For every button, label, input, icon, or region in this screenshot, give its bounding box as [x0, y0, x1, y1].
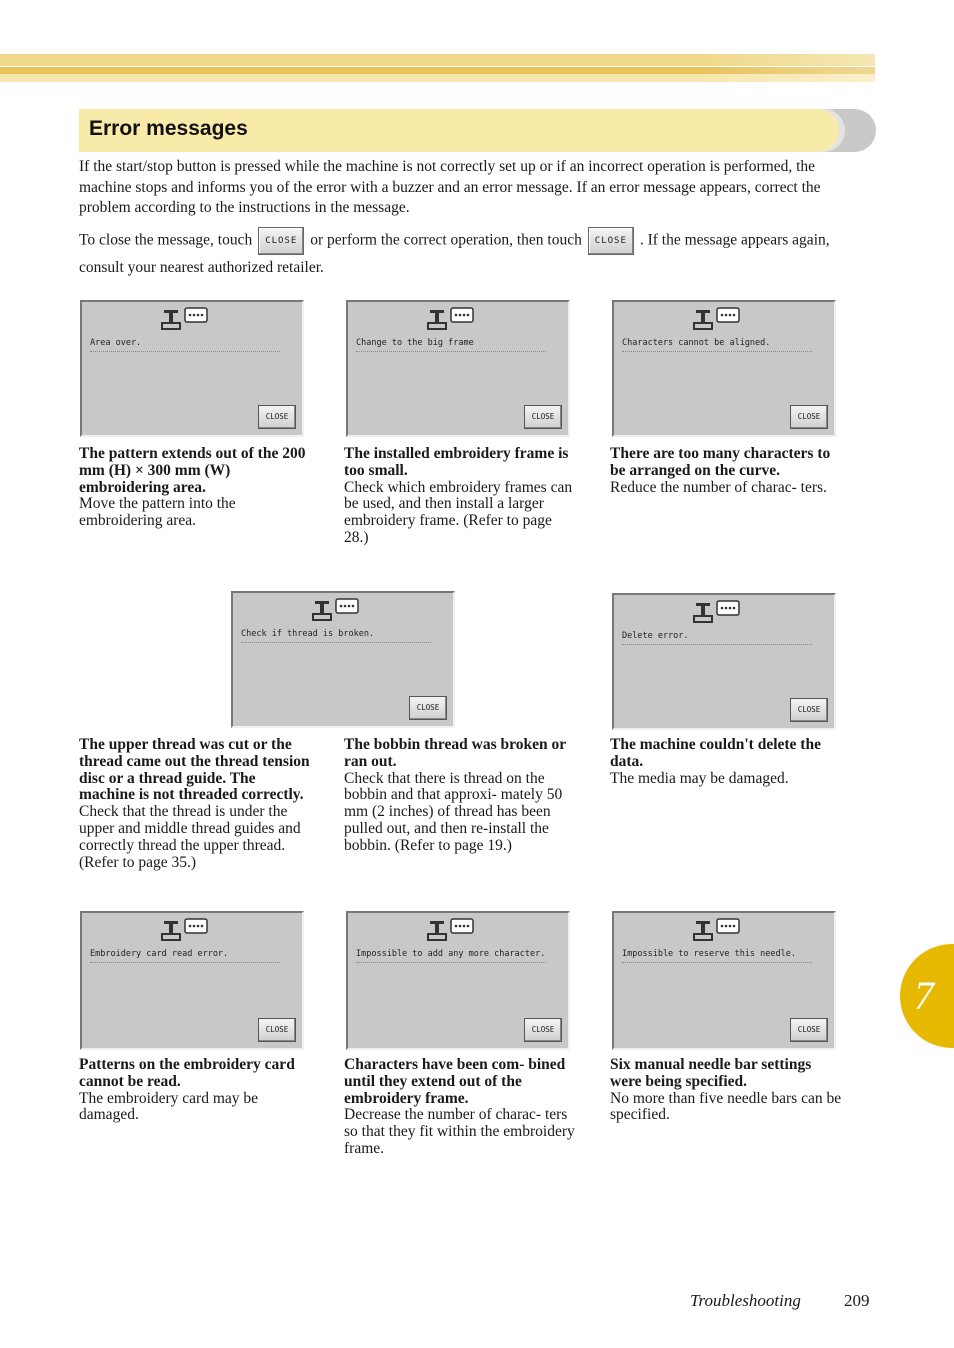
error-screen [231, 591, 455, 728]
error-title: Six manual needle bar settings were being specified. [610, 1056, 812, 1090]
machine-alert-icon [311, 597, 361, 623]
error-remedy: Move the pattern into the embroidering area. [79, 495, 236, 530]
error-remedy: The embroidery card may be damaged. [79, 1089, 259, 1124]
screen-message: Impossible to add any more character. [356, 947, 546, 963]
error-remedy: Reduce the number of charac- ters. [610, 478, 827, 496]
error-screen [346, 911, 570, 1050]
error-description [79, 1057, 311, 1124]
screen-message: Impossible to reserve this needle. [622, 947, 812, 963]
error-title: The machine couldn't delete the data. [610, 736, 821, 770]
error-description [79, 446, 311, 530]
error-description [79, 737, 311, 871]
close-button[interactable]: CLOSE [258, 1018, 296, 1042]
screen-message: Area over. [90, 336, 280, 352]
machine-alert-icon [692, 917, 742, 943]
close-button[interactable]: CLOSE [258, 405, 296, 429]
close-button[interactable]: CLOSE [790, 1018, 828, 1042]
error-title: The installed embroidery frame is too small. [344, 445, 569, 479]
error-description [610, 446, 842, 496]
screen-message: Embroidery card read error. [90, 947, 280, 963]
machine-alert-icon [692, 306, 742, 332]
close-button[interactable]: CLOSE [524, 405, 562, 429]
error-description [610, 737, 842, 787]
footer-section-title: Troubleshooting [690, 1291, 801, 1310]
error-title: Patterns on the embroidery card cannot be read. [79, 1056, 295, 1090]
intro-paragraph: If the start/stop button is pressed while the machine is not correctly set up or if an incorrect operation is performed, the machine stops and informs you of the error with a buzzer and an error message. If an error message appears, correct the problem according to the instructions in the message. [79, 158, 821, 216]
close-button-illustration: CLOSE [258, 227, 304, 255]
intro-text: To close the message, touch [79, 231, 253, 249]
error-screen [346, 300, 570, 437]
error-title: The upper thread was cut or the thread came out the thread tension disc or a thread guide. The machine is not threaded correctly. [79, 736, 310, 804]
error-screen [612, 593, 836, 730]
chapter-number: 7 [914, 973, 934, 1018]
error-remedy: Check that the thread is under the upper and middle thread guides and correctly thread the upper thread. (Refer to page 35.) [79, 803, 301, 871]
error-title: There are too many characters to be arranged on the curve. [610, 445, 831, 479]
close-button[interactable]: CLOSE [524, 1018, 562, 1042]
screen-message: Change to the big frame [356, 336, 546, 352]
machine-alert-icon [426, 306, 476, 332]
error-remedy: Check which embroidery frames can be used, and then install a larger embroidery frame. (Refer to page 28.) [344, 478, 573, 546]
error-title: The pattern extends out of the 200 mm (H) × 300 mm (W) embroidering area. [79, 445, 306, 496]
machine-alert-icon [160, 917, 210, 943]
error-remedy: The media may be damaged. [610, 769, 789, 787]
error-screen [80, 300, 304, 437]
close-button[interactable]: CLOSE [790, 405, 828, 429]
intro-text: or perform the correct operation, then touch [310, 231, 582, 249]
error-screen [80, 911, 304, 1050]
error-description [610, 1057, 842, 1124]
error-description [344, 737, 576, 855]
error-title: The bobbin thread was broken or ran out. [344, 736, 566, 770]
intro-close-instructions [79, 227, 849, 281]
error-title: Characters have been com- bined until they extend out of the embroidery frame. [344, 1056, 566, 1107]
error-screen [612, 911, 836, 1050]
section-heading: Error messages [89, 117, 248, 140]
error-screen [612, 300, 836, 437]
error-description [344, 1057, 576, 1158]
error-description [344, 446, 576, 547]
close-button-illustration: CLOSE [588, 227, 634, 255]
screen-message: Characters cannot be aligned. [622, 336, 812, 352]
page-number: 209 [844, 1291, 870, 1310]
screen-message: Check if thread is broken. [241, 627, 431, 643]
machine-alert-icon [426, 917, 476, 943]
machine-alert-icon [692, 599, 742, 625]
close-button[interactable]: CLOSE [790, 698, 828, 722]
error-remedy: Decrease the number of charac- ters so that they fit within the embroidery frame. [344, 1106, 575, 1157]
error-remedy: No more than five needle bars can be specified. [610, 1089, 842, 1124]
machine-alert-icon [160, 306, 210, 332]
intro-text: . If the message appears again, consult your nearest authorized retailer. [79, 231, 830, 276]
error-remedy: Check that there is thread on the bobbin and that approxi- mately 50 mm (2 inches) of thread has been pulled out, and then re-install the bobbin. (Refer to page 19.) [344, 769, 563, 854]
close-button[interactable]: CLOSE [409, 696, 447, 720]
screen-message: Delete error. [622, 629, 812, 645]
decorative-band-top [0, 54, 875, 66]
decorative-band-bottom [0, 67, 875, 82]
